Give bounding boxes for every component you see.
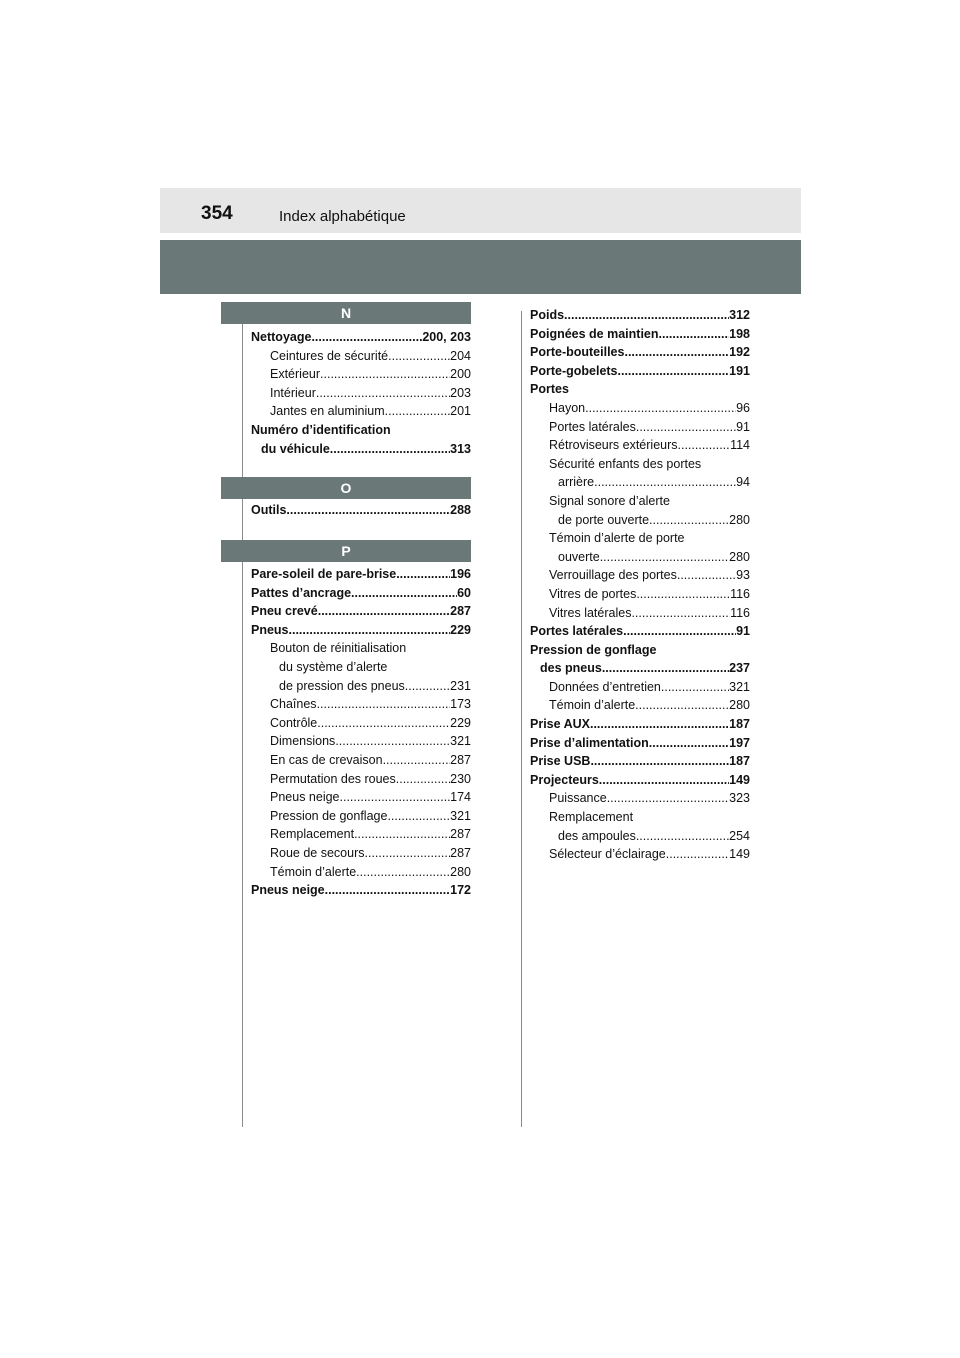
entry-page: 229: [450, 622, 471, 637]
entry-page: 287: [450, 604, 471, 619]
index-entry: [530, 659, 750, 678]
entry-term: Permutation des roues: [270, 771, 396, 786]
entry-page: 91: [736, 419, 750, 434]
dot-leader: [661, 678, 729, 697]
chapter-band: [160, 240, 801, 294]
dot-leader: [649, 734, 729, 753]
index-entry: [530, 771, 750, 790]
index-entry: [530, 752, 750, 771]
entry-page: 116: [730, 586, 750, 601]
dot-leader: [311, 328, 422, 347]
dot-leader: [354, 825, 450, 844]
index-entry: [530, 455, 750, 474]
entry-page: 197: [729, 735, 750, 750]
index-entry: [251, 770, 471, 789]
entry-term: Pattes d’ancrage: [251, 585, 352, 600]
entry-term: Sécurité enfants des portes: [549, 456, 702, 471]
entry-page: 114: [730, 438, 750, 453]
index-list-o: [251, 501, 471, 520]
entry-term: Pneus neige: [270, 790, 340, 805]
index-entry: [530, 436, 750, 455]
index-entry: [530, 548, 750, 567]
index-entry: [530, 529, 750, 548]
dot-leader: [387, 807, 450, 826]
dot-leader: [618, 362, 730, 381]
entry-term: Numéro d’identification: [251, 422, 391, 437]
dot-leader: [286, 501, 450, 520]
dot-leader: [594, 473, 736, 492]
dot-leader: [678, 436, 731, 455]
entry-term: Hayon: [549, 400, 586, 415]
entry-term: Données d’entretien: [549, 679, 661, 694]
entry-page: 203: [450, 385, 471, 400]
dot-leader: [599, 771, 729, 790]
entry-term: Pare-soleil de pare-brise: [251, 567, 397, 581]
column-divider-left: [242, 303, 243, 1127]
index-entry: [251, 844, 471, 863]
dot-leader: [289, 621, 451, 640]
entry-page: 60: [457, 585, 471, 600]
entry-page: 231: [450, 678, 471, 693]
index-entry: [530, 641, 750, 660]
index-entry: [530, 789, 750, 808]
entry-page: 198: [729, 326, 750, 341]
dot-leader: [351, 584, 457, 603]
entry-page: 287: [450, 827, 471, 842]
entry-page: 173: [450, 697, 471, 712]
entry-term: Pression de gonflage: [530, 642, 657, 657]
entry-page: 200, 203: [422, 330, 471, 344]
column-divider-middle: [521, 311, 522, 1127]
entry-term: Puissance: [549, 791, 607, 806]
entry-term: Remplacement: [549, 810, 634, 825]
entry-term: de pression des pneus: [279, 678, 405, 693]
entry-page: 187: [729, 717, 750, 732]
index-list-p: [251, 565, 471, 900]
dot-leader: [677, 566, 736, 585]
entry-term: Vitres latérales: [549, 605, 632, 620]
entry-page: 192: [729, 345, 750, 360]
index-entry: [251, 807, 471, 826]
entry-page: 313: [450, 441, 471, 456]
entry-term: Porte-bouteilles: [530, 345, 625, 360]
entry-term: Poignées de maintien: [530, 326, 659, 341]
entry-page: 321: [450, 808, 471, 823]
dot-leader: [659, 325, 730, 344]
dot-leader: [635, 696, 729, 715]
entry-term: Portes latérales: [549, 419, 636, 434]
index-entry: [251, 440, 471, 459]
dot-leader: [624, 343, 729, 362]
index-entry: [251, 695, 471, 714]
entry-term: des pneus: [540, 661, 602, 676]
dot-leader: [320, 365, 450, 384]
index-entry: [251, 421, 471, 440]
index-entry: [251, 365, 471, 384]
index-entry: [251, 584, 471, 603]
dot-leader: [602, 659, 729, 678]
section-letter-p: P: [221, 540, 471, 562]
entry-term: de porte ouverte: [558, 512, 650, 527]
index-entry: [530, 473, 750, 492]
entry-page: 204: [450, 348, 471, 363]
entry-term: Projecteurs: [530, 772, 599, 787]
dot-leader: [636, 585, 730, 604]
index-entry: [530, 604, 750, 623]
entry-term: Témoin d’alerte: [549, 698, 636, 713]
entry-page: 201: [450, 404, 471, 419]
entry-page: 196: [450, 567, 471, 581]
entry-page: 230: [450, 771, 471, 786]
dot-leader: [330, 440, 450, 459]
index-entry: [530, 399, 750, 418]
page-number: 354: [201, 203, 233, 224]
index-entry: [530, 734, 750, 753]
index-entry: [251, 621, 471, 640]
entry-term: Portes: [530, 382, 569, 397]
entry-page: 287: [450, 752, 471, 767]
entry-page: 172: [450, 883, 471, 898]
dot-leader: [318, 602, 450, 621]
entry-term: Pression de gonflage: [270, 808, 388, 823]
entry-page: 96: [736, 400, 750, 415]
dot-leader: [649, 511, 729, 530]
index-entry: [251, 881, 471, 900]
entry-term: Pneu crevé: [251, 604, 318, 619]
index-entry: [251, 501, 471, 520]
entry-page: 288: [450, 503, 471, 517]
entry-term: Roue de secours: [270, 845, 365, 860]
entry-term: Pneus: [251, 622, 289, 637]
index-entry: [530, 715, 750, 734]
entry-page: 94: [736, 475, 750, 490]
entry-page: 91: [736, 624, 750, 639]
index-entry: [251, 863, 471, 882]
index-entry: [251, 347, 471, 366]
index-entry: [530, 325, 750, 344]
entry-term: ouverte: [558, 549, 600, 564]
entry-term: Signal sonore d’alerte: [549, 493, 670, 508]
index-entry: [530, 566, 750, 585]
entry-term: Verrouillage des portes: [549, 568, 677, 583]
entry-term: Ceintures de sécurité: [270, 348, 389, 363]
entry-term: des ampoules: [558, 828, 636, 843]
entry-page: 191: [729, 363, 750, 378]
entry-page: 116: [730, 605, 750, 620]
index-entry: [530, 678, 750, 697]
section-letter-n: N: [221, 302, 471, 324]
dot-leader: [631, 604, 730, 623]
entry-term: Contrôle: [270, 715, 318, 730]
dot-leader: [666, 845, 729, 864]
section-letter-o: O: [221, 477, 471, 499]
entry-term: Vitres de portes: [549, 586, 637, 601]
entry-term: Témoin d’alerte de porte: [549, 531, 685, 546]
entry-page: 187: [729, 754, 750, 769]
index-entry: [251, 602, 471, 621]
entry-page: 280: [729, 512, 750, 527]
index-entry: [530, 622, 750, 641]
entry-page: 321: [450, 734, 471, 749]
dot-leader: [623, 622, 736, 641]
dot-leader: [317, 695, 451, 714]
entry-term: Prise AUX: [530, 717, 590, 732]
index-entry: [530, 380, 750, 399]
index-entry: [530, 418, 750, 437]
entry-term: Pneus neige: [251, 883, 325, 898]
index-list-right: [530, 306, 750, 864]
index-entry: [530, 492, 750, 511]
dot-leader: [317, 714, 450, 733]
entry-page: 254: [729, 828, 750, 843]
entry-term: Poids: [530, 308, 565, 322]
index-entry: [530, 585, 750, 604]
index-entry: [530, 362, 750, 381]
entry-term: Nettoyage: [251, 330, 312, 344]
dot-leader: [383, 751, 451, 770]
index-entry: [530, 696, 750, 715]
entry-page: 280: [729, 549, 750, 564]
entry-page: 287: [450, 845, 471, 860]
dot-leader: [590, 752, 729, 771]
index-entry: [251, 328, 471, 347]
entry-term: du véhicule: [261, 441, 330, 456]
index-entry: [251, 565, 471, 584]
index-entry: [251, 658, 471, 677]
entry-term: Remplacement: [270, 827, 355, 842]
dot-leader: [335, 732, 450, 751]
dot-leader: [590, 715, 729, 734]
dot-leader: [636, 827, 729, 846]
entry-page: 149: [729, 772, 750, 787]
index-entry: [251, 825, 471, 844]
entry-term: Outils: [251, 503, 287, 517]
dot-leader: [316, 384, 450, 403]
entry-term: Jantes en aluminium: [270, 404, 385, 419]
dot-leader: [388, 347, 450, 366]
entry-term: Sélecteur d’éclairage: [549, 847, 666, 862]
index-entry: [530, 845, 750, 864]
index-entry: [530, 827, 750, 846]
entry-term: arrière: [558, 475, 595, 490]
entry-page: 280: [450, 864, 471, 879]
section-title: Index alphabétique: [279, 208, 406, 225]
entry-term: Rétroviseurs extérieurs: [549, 438, 678, 453]
entry-page: 174: [450, 790, 471, 805]
dot-leader: [405, 677, 450, 696]
dot-leader: [340, 788, 451, 807]
dot-leader: [325, 881, 451, 900]
index-entry: [251, 677, 471, 696]
entry-term: En cas de crevaison: [270, 752, 383, 767]
entry-term: Dimensions: [270, 734, 336, 749]
dot-leader: [365, 844, 451, 863]
dot-leader: [564, 306, 729, 325]
index-entry: [251, 788, 471, 807]
index-entry: [530, 808, 750, 827]
index-entry: [530, 306, 750, 325]
dot-leader: [585, 399, 736, 418]
entry-term: Intérieur: [270, 385, 316, 400]
index-list-n: [251, 328, 471, 458]
entry-page: 229: [450, 715, 471, 730]
entry-page: 321: [729, 679, 750, 694]
dot-leader: [607, 789, 729, 808]
entry-term: Témoin d’alerte: [270, 864, 357, 879]
dot-leader: [636, 418, 736, 437]
index-entry: [251, 714, 471, 733]
index-entry: [251, 384, 471, 403]
entry-page: 237: [729, 661, 750, 676]
header-bar: [160, 188, 801, 233]
entry-term: Prise d’alimentation: [530, 735, 649, 750]
dot-leader: [385, 402, 450, 421]
index-entry: [251, 402, 471, 421]
entry-page: 149: [729, 847, 750, 862]
entry-term: Bouton de réinitialisation: [270, 641, 407, 656]
entry-term: Porte-gobelets: [530, 363, 618, 378]
dot-leader: [356, 863, 450, 882]
entry-term: Prise USB: [530, 754, 591, 769]
entry-page: 312: [729, 308, 750, 322]
index-entry: [251, 751, 471, 770]
entry-page: 93: [736, 568, 750, 583]
entry-page: 200: [450, 367, 471, 382]
entry-term: Extérieur: [270, 367, 321, 382]
index-entry: [530, 511, 750, 530]
dot-leader: [396, 770, 450, 789]
index-entry: [251, 732, 471, 751]
dot-leader: [396, 565, 450, 584]
index-entry: [530, 343, 750, 362]
dot-leader: [600, 548, 729, 567]
entry-term: Chaînes: [270, 697, 317, 712]
entry-page: 280: [729, 698, 750, 713]
entry-page: 323: [729, 791, 750, 806]
entry-term: Portes latérales: [530, 624, 624, 639]
index-entry: [251, 639, 471, 658]
entry-term: du système d’alerte: [279, 659, 388, 674]
